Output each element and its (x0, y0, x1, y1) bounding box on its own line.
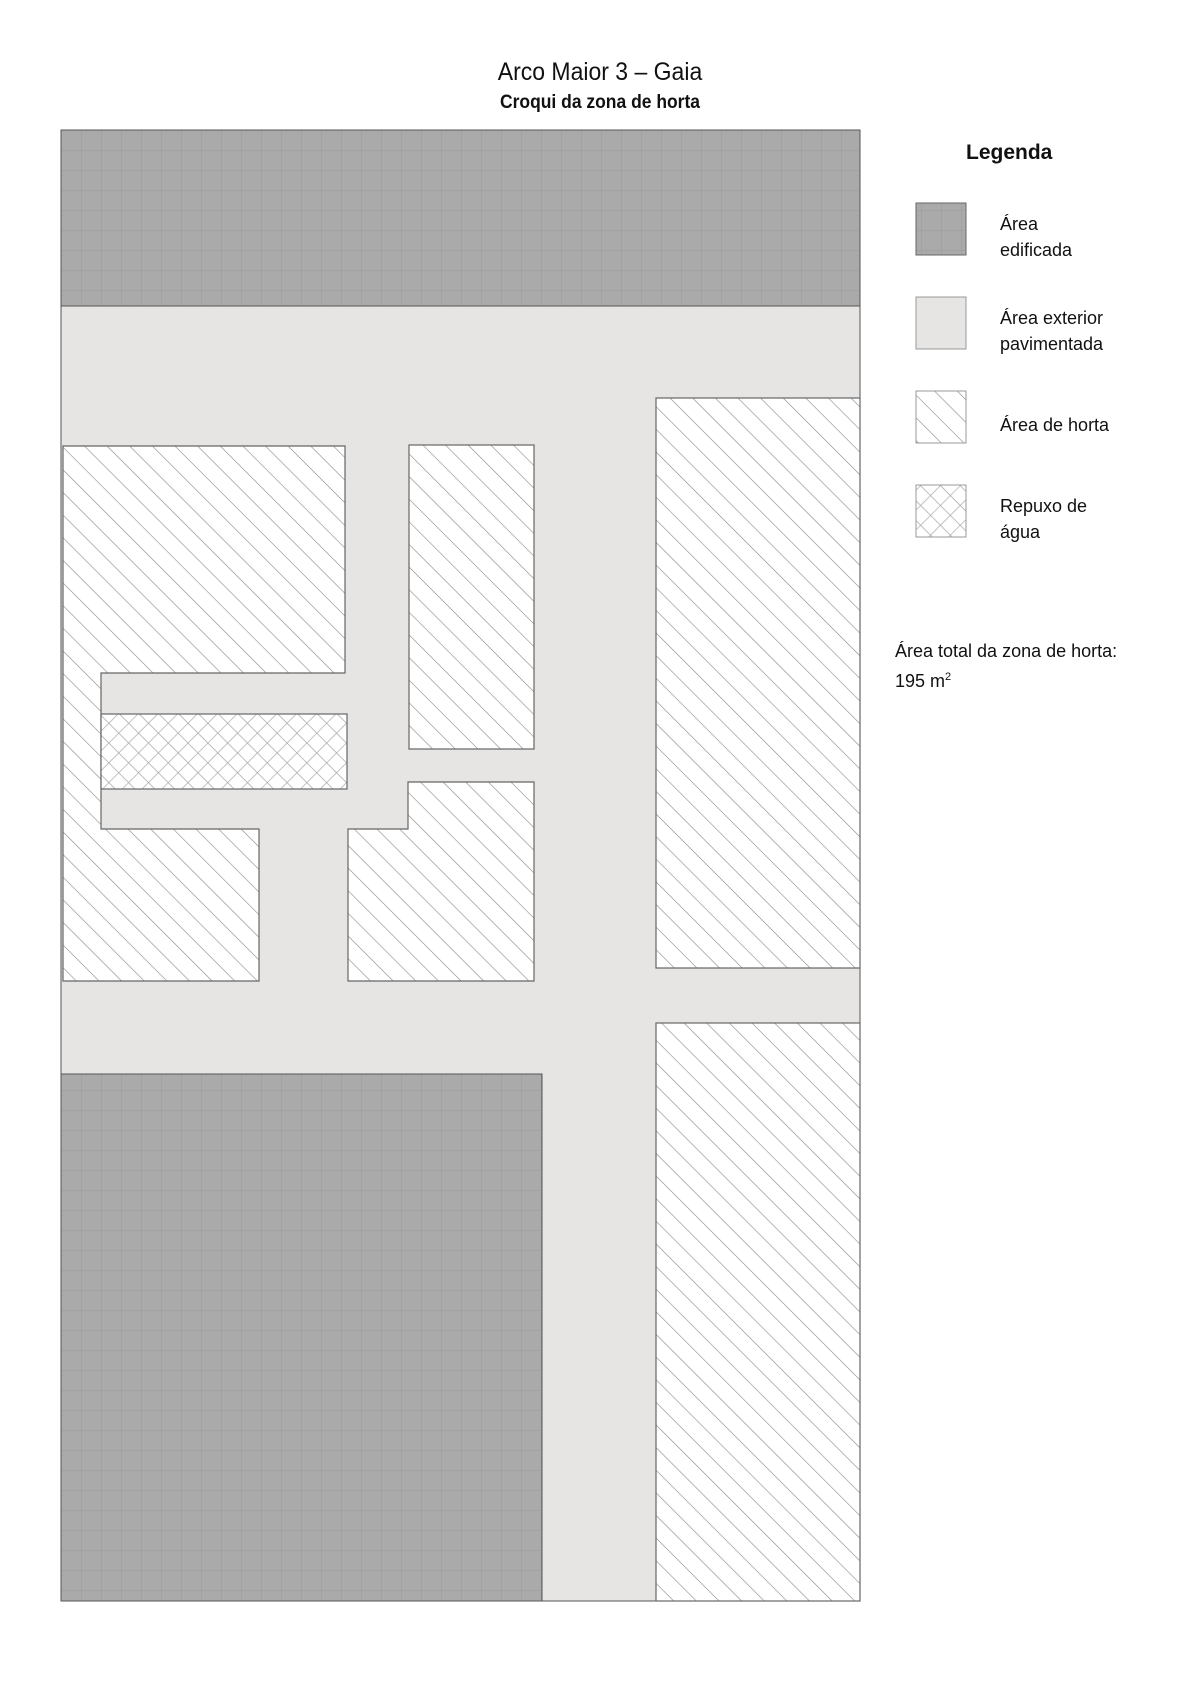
legend-label-fountain (1000, 493, 1170, 545)
legend-label-line: água (1000, 522, 1041, 542)
legend-label-line: Área exterior (1000, 308, 1104, 328)
legend-label-line: Área de horta (1000, 415, 1110, 435)
total-area-value-line (895, 664, 1155, 694)
legend-swatch-built (916, 203, 966, 255)
legend-swatch-paved (916, 297, 966, 349)
legend-label-built (1000, 211, 1170, 263)
total-area-value: 195 m (895, 671, 946, 691)
map-title: Arco Maior 3 – Gaia (497, 58, 703, 86)
garden-plot-right-top (656, 398, 860, 968)
total-area-note (895, 638, 1155, 694)
map-subtitle: Croqui da zona de horta (499, 92, 701, 113)
garden-plot-right-bottom (656, 1023, 860, 1601)
legend-label-line: Área (1000, 214, 1039, 234)
legend-label-line: edificada (1000, 240, 1073, 260)
built-area-top (61, 130, 860, 306)
legend-swatch-garden (916, 391, 966, 443)
water-fountain (101, 714, 347, 789)
legend-label-paved (1000, 305, 1170, 357)
legend-label-garden (1000, 412, 1170, 438)
legend-label-line: pavimentada (1000, 334, 1104, 354)
total-area-unit-sup: 2 (945, 671, 952, 683)
total-area-label: Área total da zona de horta: (895, 641, 1118, 661)
garden-plot-center-top (409, 445, 534, 749)
legend-swatch-fountain (916, 485, 966, 537)
built-area-bottom-left (61, 1074, 542, 1601)
legend-label-line: Repuxo de (1000, 496, 1088, 516)
legend-title: Legenda (966, 141, 1053, 164)
